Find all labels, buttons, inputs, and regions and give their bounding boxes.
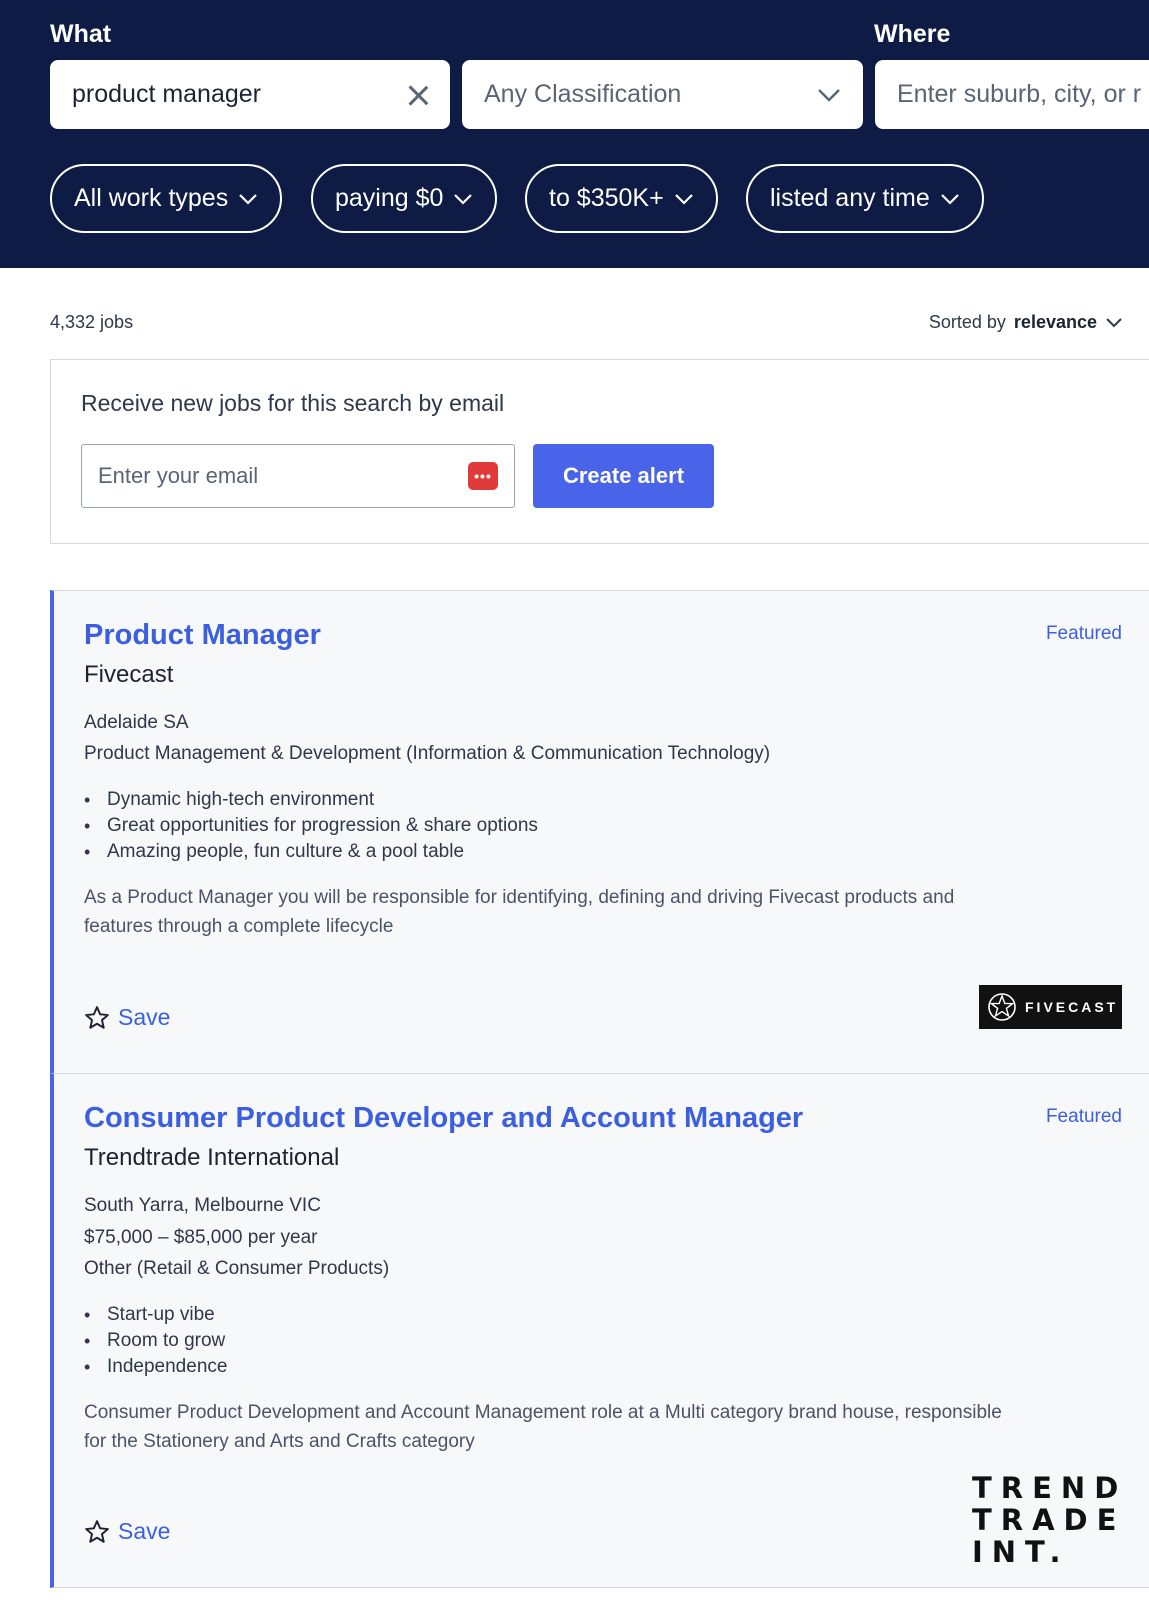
results-count: 4,332 jobs [50,312,134,332]
logo-line: TRADE [972,1503,1126,1537]
email-field[interactable] [81,444,515,508]
chevron-down-icon [453,193,473,205]
save-job-button[interactable] [84,1518,170,1545]
job-card[interactable] [50,1073,1149,1588]
list-item: • Independence [84,1354,227,1380]
filter-label: to $350K+ [549,184,664,212]
classification-value: Any Classification [484,80,682,108]
alert-title: Receive new jobs for this search by email [81,390,505,416]
filter-work-types[interactable] [50,164,282,233]
company-name[interactable]: Trendtrade International [84,1144,340,1171]
featured-badge: Featured [1045,1106,1122,1127]
keyword-input[interactable] [72,80,407,109]
email-input[interactable] [98,463,468,489]
logo-line: INT. [972,1535,1070,1569]
where-label: Where [874,20,951,48]
job-title-link[interactable]: Consumer Product Developer and Account Manager [84,1102,804,1134]
what-label: What [50,20,112,48]
star-outline-icon [84,1519,110,1545]
sort-value: relevance [1013,312,1097,332]
sort-prefix: Sorted by [928,312,1006,332]
sort-dropdown[interactable] [929,312,1123,333]
create-alert-button[interactable]: Create alert [533,444,714,508]
company-name[interactable]: Fivecast [84,661,174,688]
where-field[interactable] [875,60,1149,129]
logo-text: FIVECAST [1025,999,1119,1015]
job-description: As a Product Manager you will be responsible for identifying, defining and driving Fivecast products and features through a complete lifecycle [84,887,955,937]
job-classification[interactable]: Other (Retail & Consumer Products) [84,1258,390,1279]
job-description: Consumer Product Development and Account Management role at a Multi category brand house, responsible for the Stationery and Arts and Crafts category [84,1402,1002,1452]
job-location[interactable]: South Yarra, Melbourne VIC [84,1195,321,1216]
chevron-down-icon [674,193,694,205]
chevron-down-icon [1105,317,1123,328]
filter-listed-time[interactable] [746,164,984,233]
job-classification[interactable]: Product Management & Development (Information & Communication Technology) [84,743,771,764]
save-label: Save [118,1518,171,1544]
company-logo [979,985,1122,1029]
close-icon[interactable] [407,84,428,106]
list-item: • Great opportunities for progression & share options [84,813,538,839]
job-location[interactable]: Adelaide SA [84,712,189,733]
job-salary: $75,000 – $85,000 per year [84,1227,318,1248]
classification-select[interactable] [462,60,863,129]
filter-salary-max[interactable] [525,164,718,233]
fivecast-star-icon [987,992,1017,1022]
job-highlights [84,787,538,865]
chevron-down-icon [238,193,258,205]
filter-label: All work types [74,184,229,212]
job-alert-box [50,359,1149,544]
chevron-down-icon [940,193,960,205]
list-item: • Dynamic high-tech environment [84,787,538,813]
list-item: • Amazing people, fun culture & a pool table [84,839,538,865]
logo-line: TREND [972,1471,1128,1505]
where-input[interactable] [897,80,1149,109]
password-manager-icon[interactable]: ••• [468,462,498,490]
job-highlights [84,1302,227,1380]
chevron-down-icon [817,88,841,102]
company-logo [972,1471,1128,1569]
job-title-link[interactable]: Product Manager [84,619,321,651]
featured-badge: Featured [1045,623,1122,644]
filter-label: listed any time [770,184,930,212]
save-label: Save [118,1004,171,1030]
list-item: • Start-up vibe [84,1302,227,1328]
list-item: • Room to grow [84,1328,227,1354]
filter-label: paying $0 [335,184,444,212]
search-header [0,0,1149,268]
keyword-field[interactable] [50,60,450,129]
filter-salary-min[interactable] [311,164,497,233]
save-job-button[interactable] [84,1004,170,1031]
job-card[interactable] [50,590,1149,1074]
star-outline-icon [84,1005,110,1031]
